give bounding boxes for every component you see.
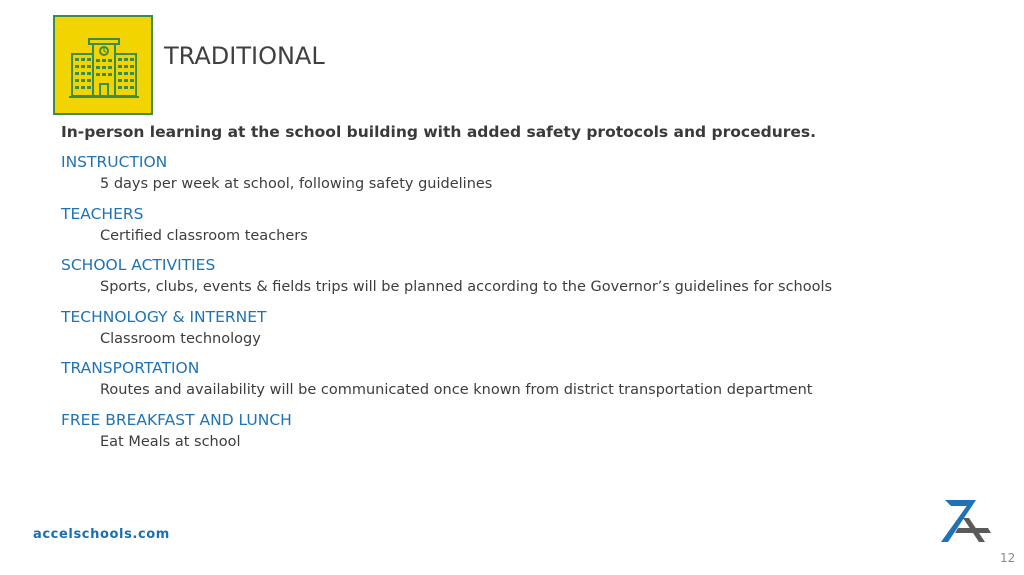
section-detail: Sports, clubs, events & fields trips will be planned according to the Governor’s guidelines for schools — [100, 279, 833, 296]
sections-list — [61, 151, 961, 461]
footer-website: accelschools.com — [33, 527, 170, 542]
section-heading: TRANSPORTATION — [61, 359, 200, 378]
school-building-icon — [53, 15, 153, 115]
accel-logo-icon — [938, 498, 994, 548]
slide-subtitle: In-person learning at the school building with added safety protocols and procedures. — [61, 123, 817, 141]
section-heading: INSTRUCTION — [61, 153, 168, 171]
section-detail: Classroom technology — [100, 330, 261, 347]
section-heading: TECHNOLOGY & INTERNET — [61, 307, 267, 326]
section-heading: TEACHERS — [61, 204, 144, 223]
slide-title: TRADITIONAL — [164, 42, 325, 70]
section-technology-internet — [61, 306, 961, 358]
section-heading: SCHOOL ACTIVITIES — [61, 256, 216, 275]
section-teachers — [61, 203, 961, 255]
section-detail: 5 days per week at school, following safety guidelines — [100, 176, 493, 192]
section-school-activities — [61, 254, 961, 306]
section-transportation — [61, 357, 961, 409]
accel-logo-graphic — [938, 498, 994, 544]
page-number: 12 — [1000, 551, 1016, 565]
section-instruction — [61, 151, 961, 203]
section-heading: FREE BREAKFAST AND LUNCH — [61, 410, 292, 429]
section-detail: Eat Meals at school — [100, 433, 241, 450]
school-building-graphic — [55, 17, 155, 117]
section-free-meals — [61, 409, 961, 461]
section-detail: Routes and availability will be communicated once known from district transportation department — [100, 382, 813, 399]
section-detail: Certified classroom teachers — [100, 227, 308, 244]
